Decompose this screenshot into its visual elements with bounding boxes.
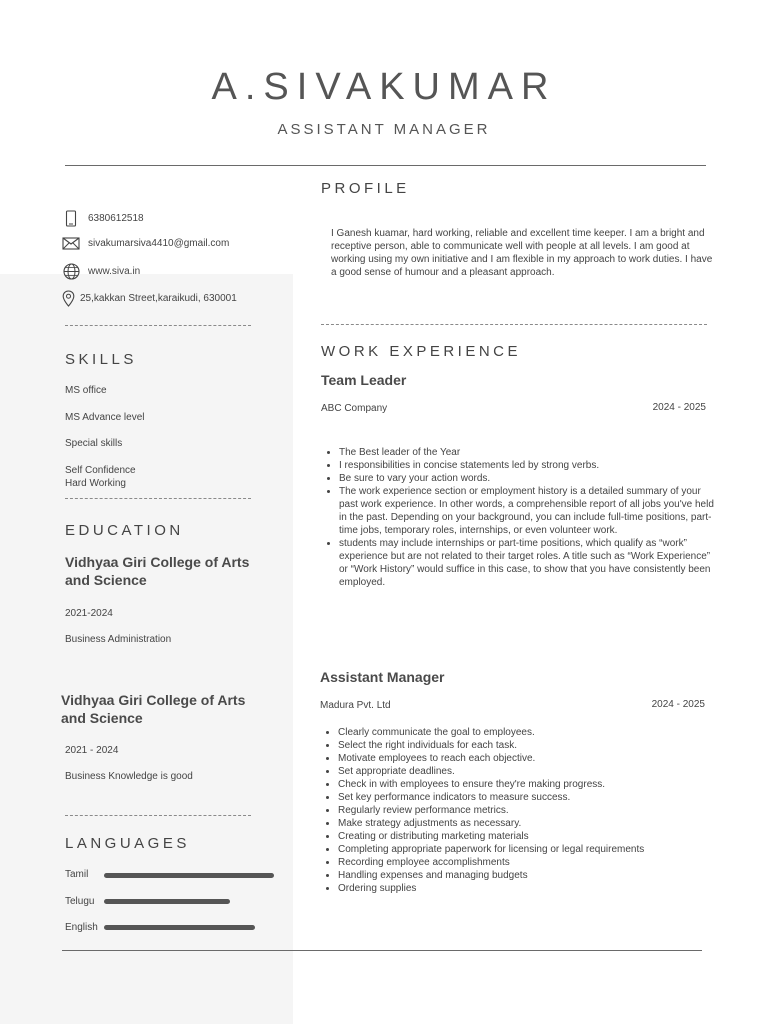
job-company: ABC Company	[321, 403, 388, 414]
language-level-bar	[104, 899, 230, 904]
work-heading: WORK EXPERIENCE	[321, 343, 522, 360]
list-item: • Completing appropriate paperwork for licensing or legal requirements	[338, 843, 723, 856]
list-item: • Be sure to vary your action words.	[339, 472, 719, 485]
list-item: • Recording employee accomplishments	[338, 856, 723, 869]
skill-item: MS office	[65, 385, 107, 396]
skill-item: MS Advance level	[65, 412, 145, 423]
list-item: • I responsibilities in concise statements led by strong verbs.	[339, 459, 719, 472]
list-item: • Select the right individuals for each task.	[338, 739, 723, 752]
language-track	[104, 873, 274, 878]
education-detail: Business Knowledge is good	[65, 771, 193, 782]
language-track	[104, 925, 274, 930]
footer-divider	[62, 950, 702, 951]
contact-phone	[60, 210, 144, 227]
list-item: • The work experience section or employment history is a detailed summary of your past work experience. In other words, a comprehensible report of all jobs you've held in the past. Depending on your background, you can include full-time positions, part-time jobs, temporary roles, internships, or even volunteer work.	[339, 485, 719, 537]
list-item: • Regularly review performance metrics.	[338, 804, 723, 817]
sidebar-background	[0, 274, 293, 1024]
job-years: 2024 - 2025	[652, 402, 706, 413]
education-heading: EDUCATION	[65, 522, 184, 539]
job-years: 2024 - 2025	[651, 699, 705, 710]
list-item: • Set key performance indicators to measure success.	[338, 791, 723, 804]
skill-item: Self Confidence	[65, 465, 136, 476]
skill-item: Special skills	[65, 438, 123, 449]
list-item: • Make strategy adjustments as necessary.	[338, 817, 723, 830]
phone-icon	[60, 210, 82, 227]
language-name: Tamil	[65, 869, 89, 880]
job-title: Team Leader	[321, 372, 407, 388]
contact-website	[60, 263, 140, 280]
list-item: • students may include internships or part-time positions, which qualify as “work” experience but are not related to their target roles. A title such as “Work Experience” or “Work History” would suffice in this case, to show that you have consistently been employed.	[339, 537, 719, 589]
globe-icon	[60, 263, 82, 280]
education-college: Vidhyaa Giri College of Arts and Science	[65, 554, 250, 588]
job-company: Madura Pvt. Ltd	[320, 700, 391, 711]
education-years: 2021 - 2024	[65, 745, 119, 756]
profile-divider	[321, 324, 707, 325]
education-detail: Business Administration	[65, 634, 172, 645]
language-name: Telugu	[65, 896, 95, 907]
phone-number: 6380612518	[88, 213, 144, 224]
education-divider	[65, 815, 251, 816]
language-track	[104, 899, 274, 904]
envelope-icon	[60, 237, 82, 250]
skills-heading: SKILLS	[65, 351, 137, 368]
candidate-title: ASSISTANT MANAGER	[277, 121, 491, 138]
education-college: Vidhyaa Giri College of Arts and Science	[61, 692, 246, 726]
skill-item: Hard Working	[65, 478, 126, 489]
list-item: • Check in with employees to ensure they're making progress.	[338, 778, 723, 791]
header-divider	[65, 165, 706, 166]
languages-heading: LANGUAGES	[65, 835, 190, 852]
contact-divider	[65, 325, 251, 326]
job-bullets	[320, 726, 723, 895]
job-bullets	[321, 446, 719, 589]
list-item: • The Best leader of the Year	[339, 446, 719, 459]
list-item: • Clearly communicate the goal to employees.	[338, 726, 723, 739]
list-item: • Handling expenses and managing budgets	[338, 869, 723, 882]
website-url: www.siva.in	[88, 266, 141, 277]
email-address: sivakumarsiva4410@gmail.com	[88, 238, 230, 249]
contact-email	[60, 237, 229, 250]
profile-heading: PROFILE	[321, 180, 410, 197]
contact-address	[60, 290, 237, 307]
job-title: Assistant Manager	[320, 669, 445, 685]
list-item: • Motivate employees to reach each objective.	[338, 752, 723, 765]
profile-text: I Ganesh kuamar, hard working, reliable and excellent time keeper. I am a bright and receptive person, able to communicate well with people at all levels. I am good at working using my own initiative and I am flexible in my approach to work duties. I have a good sense of humour and a pleasant approach.	[331, 228, 713, 278]
language-name: English	[65, 922, 98, 933]
language-level-bar	[104, 873, 274, 878]
language-level-bar	[104, 925, 255, 930]
candidate-name: A.SIVAKUMAR	[211, 66, 557, 108]
list-item: • Creating or distributing marketing materials	[338, 830, 723, 843]
location-pin-icon	[60, 290, 76, 307]
education-years: 2021-2024	[65, 608, 113, 619]
list-item: • Set appropriate deadlines.	[338, 765, 723, 778]
address-text: 25,kakkan Street,karaikudi, 630001	[80, 293, 237, 304]
skills-divider	[65, 498, 251, 499]
list-item: • Ordering supplies	[338, 882, 723, 895]
